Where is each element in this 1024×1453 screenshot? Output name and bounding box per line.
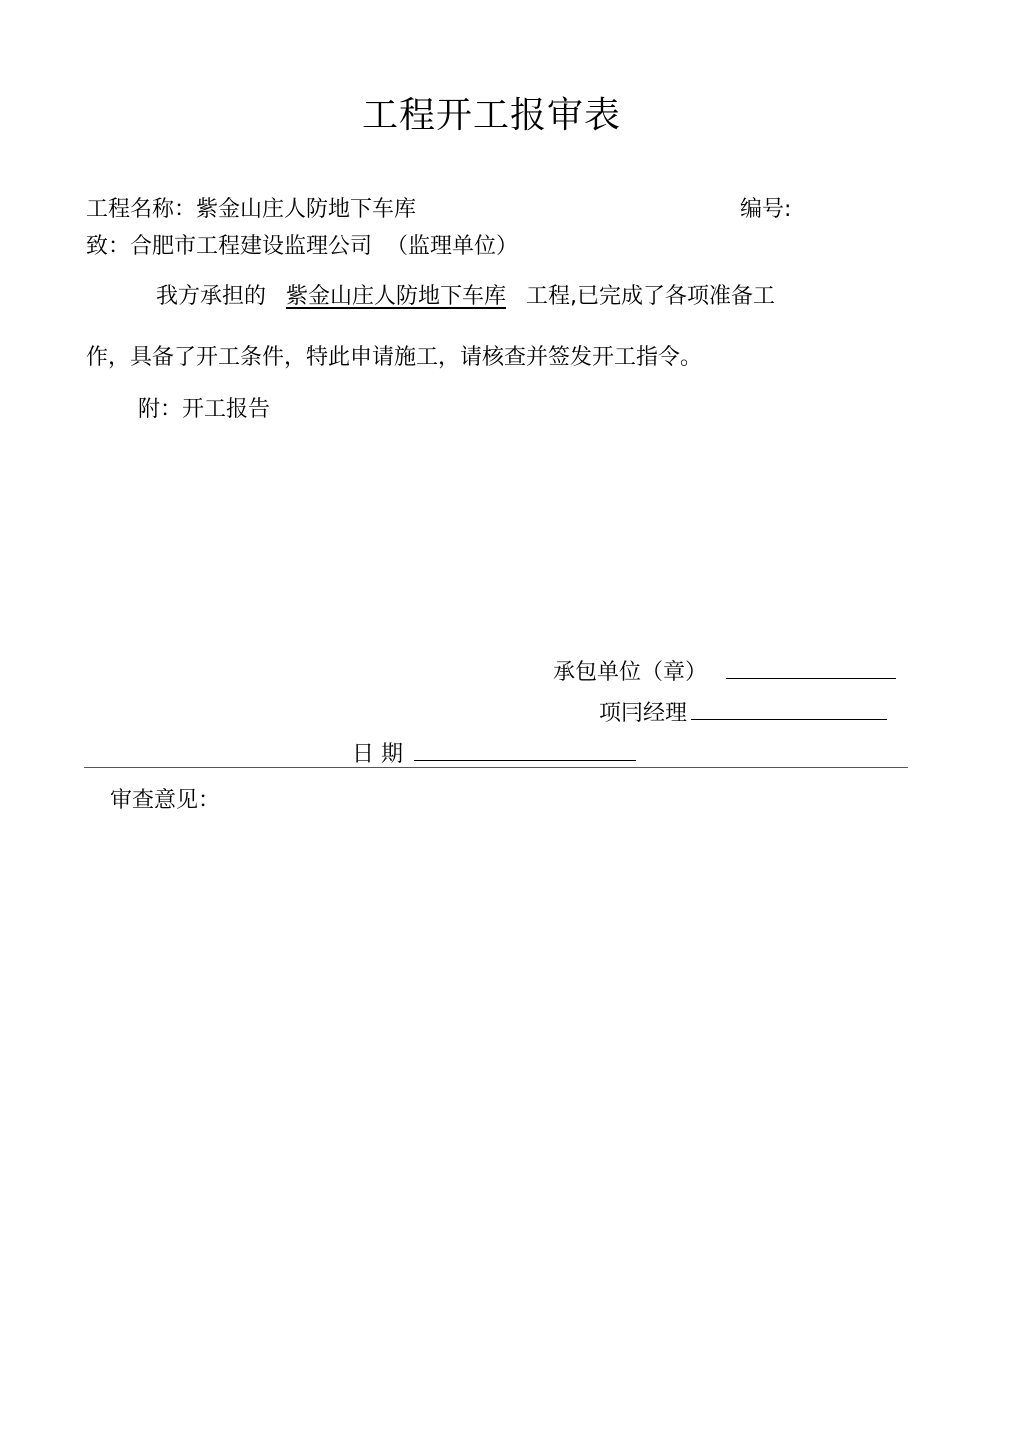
body-line1-suffix: 工程,已完成了各项准备工: [526, 284, 776, 309]
recipient-prefix: 致：: [86, 234, 131, 259]
contractor-signature-line: [726, 656, 896, 679]
page-title: 工程开工报审表: [362, 95, 622, 136]
body-line1-prefix: 我方承担的: [156, 284, 267, 309]
contractor-signature-row: [553, 656, 896, 687]
contractor-label: 承包单位（章）: [553, 660, 708, 685]
body-line-1: [156, 283, 775, 311]
number-label: 编号:: [740, 197, 792, 222]
project-name-label: 工程名称：: [86, 197, 197, 222]
manager-signature-row: [599, 697, 887, 728]
date-line: [414, 738, 636, 761]
body-project-name: 紫金山庄人防地下车库: [286, 284, 507, 309]
date-label: 日 期: [352, 742, 403, 767]
attachment-note: 附：开工报告: [138, 397, 271, 422]
project-name-value: 紫金山庄人防地下车库: [196, 197, 417, 222]
project-name-row: [86, 196, 416, 224]
date-row: [352, 738, 636, 769]
manager-signature-line: [691, 697, 887, 720]
manager-label: 项冃经理: [599, 701, 688, 726]
review-opinion-label: 审查意见：: [110, 788, 221, 813]
recipient-role: （监理单位）: [386, 234, 519, 259]
recipient-row: [86, 233, 518, 261]
section-divider: [84, 767, 908, 768]
recipient-company: 合肥市工程建设监理公司: [130, 234, 373, 259]
body-line-2: 作，具备了开工条件，特此申请施工，请核查并签发开工指令。: [86, 345, 703, 370]
